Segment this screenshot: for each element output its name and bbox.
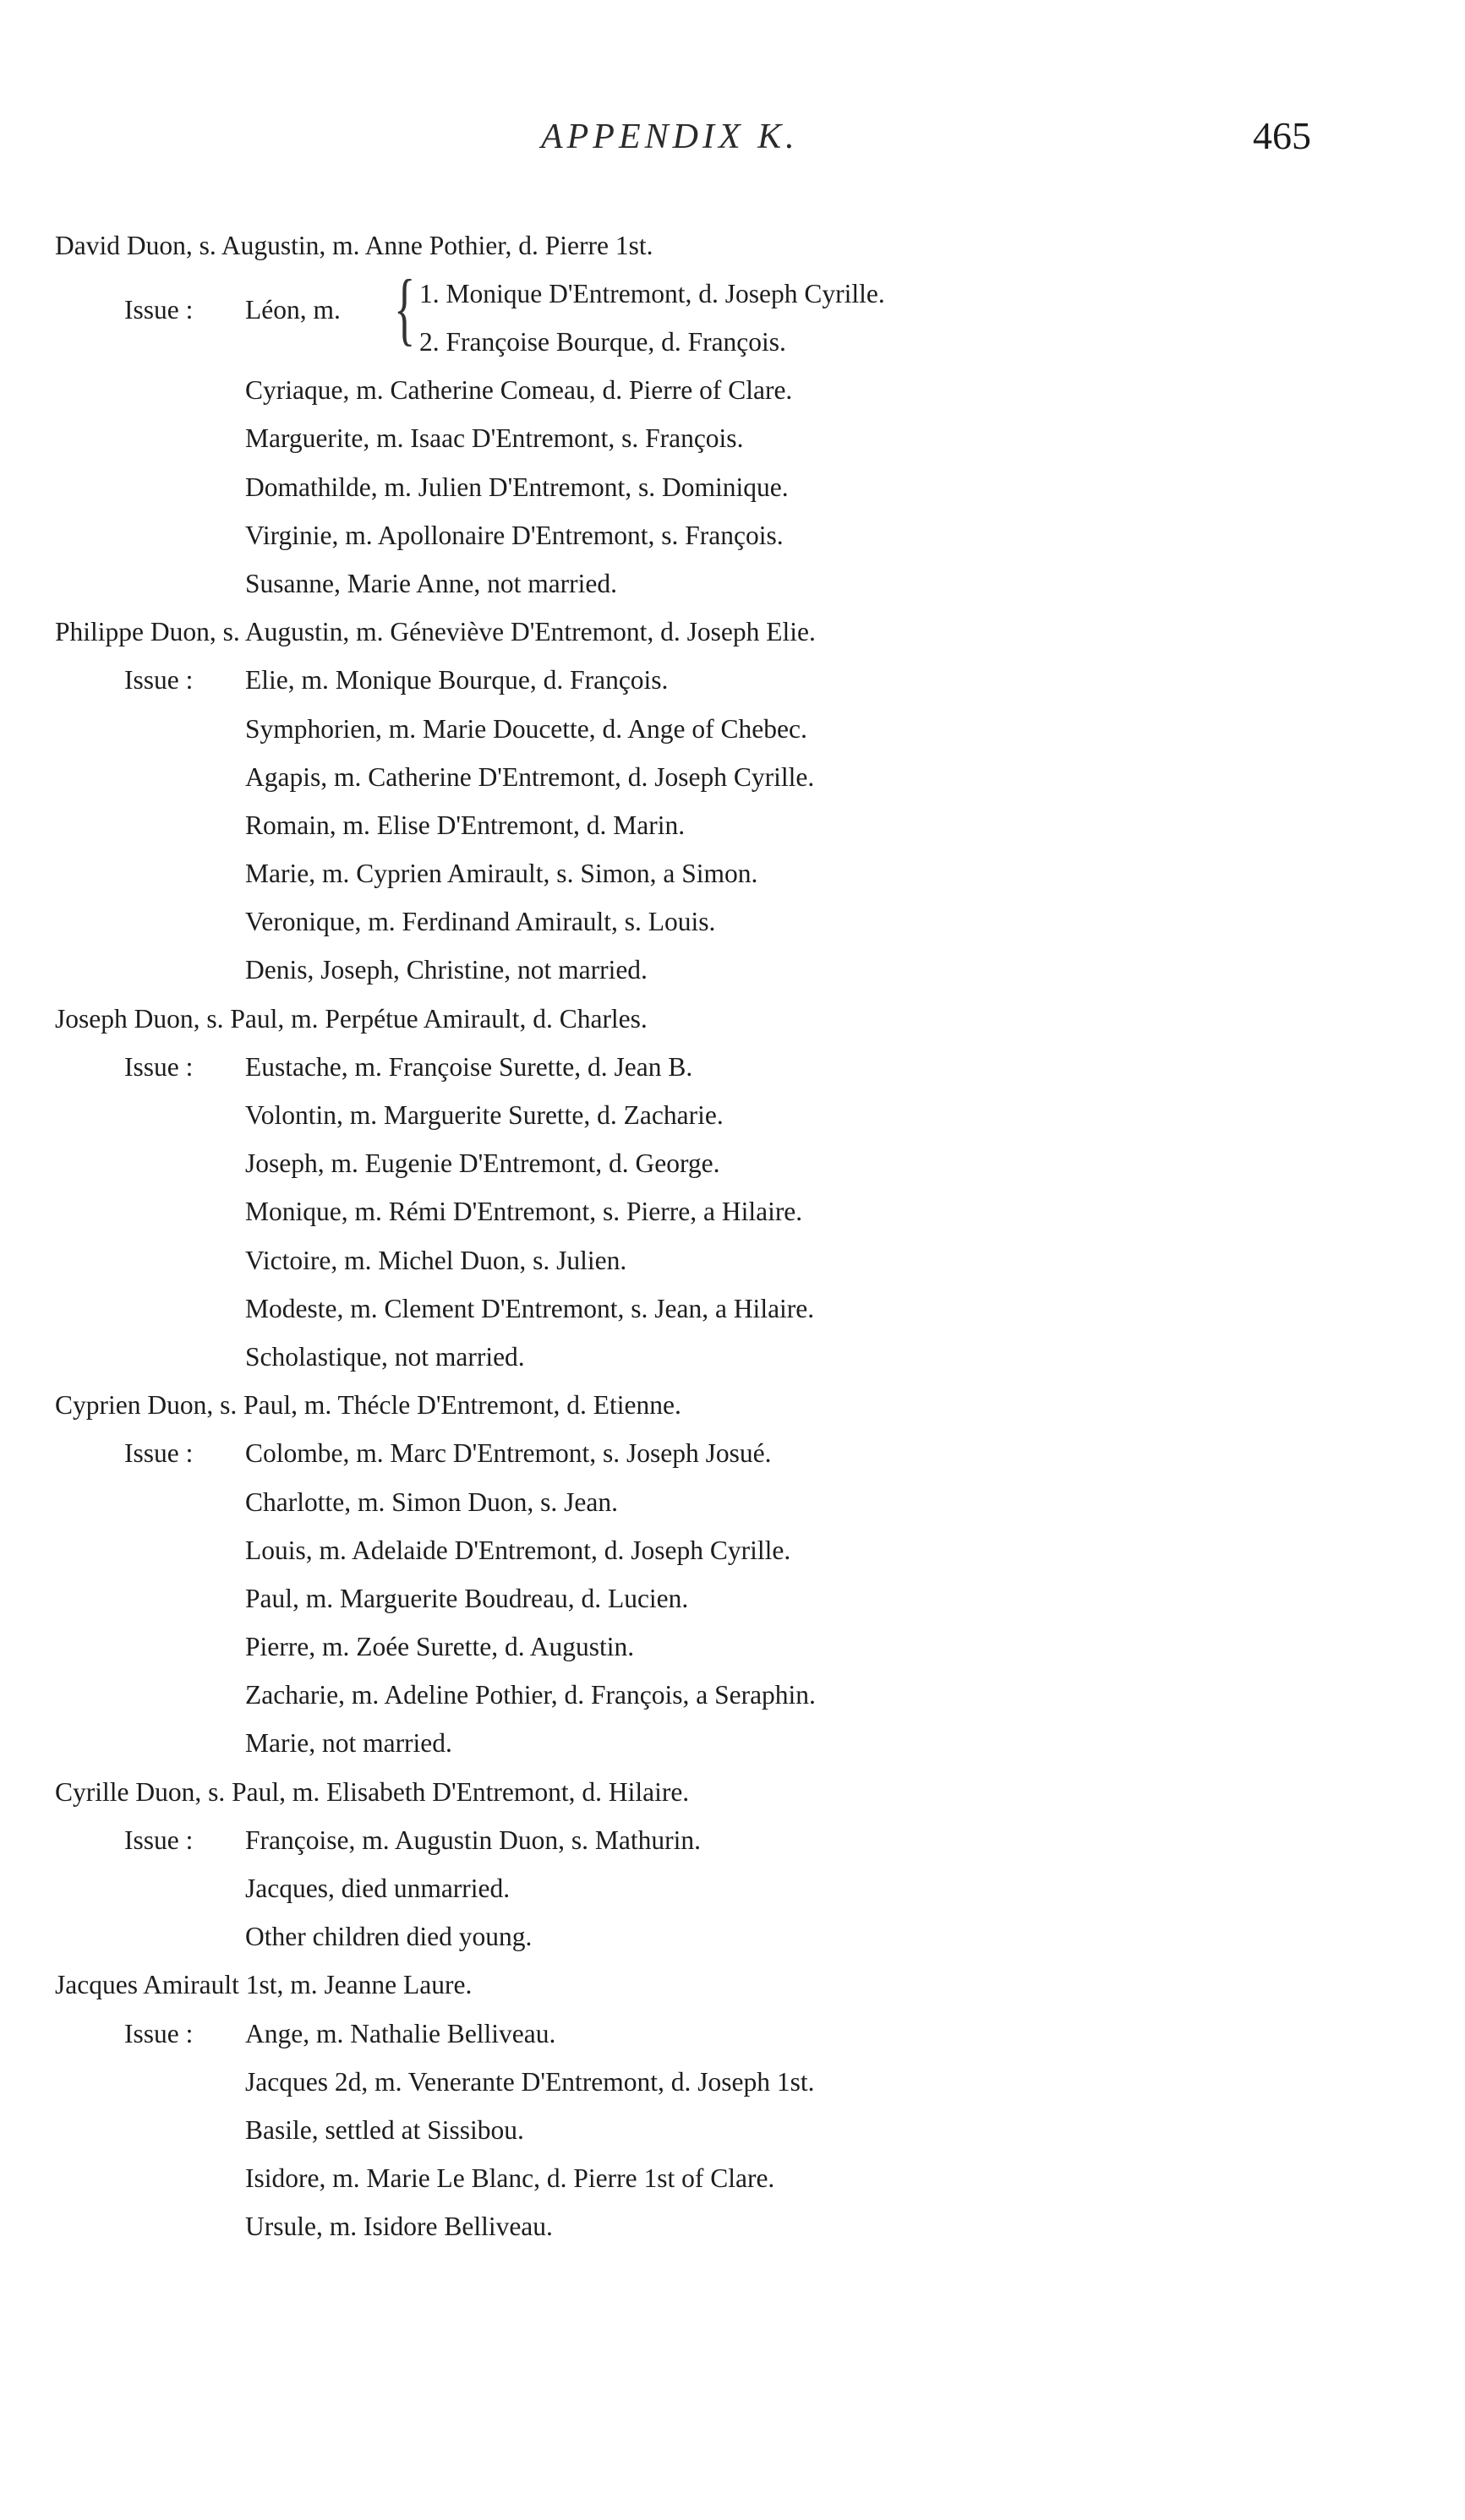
child-entry: Charlotte, m. Simon Duon, s. Jean. <box>245 1486 618 1517</box>
family-head: Cyprien Duon, s. Paul, m. Thécle D'Entremont, d. Etienne. <box>55 1390 681 1421</box>
list-item <box>0 1671 1465 1719</box>
family-entry <box>0 1768 1465 1961</box>
list-item <box>0 1429 1465 1477</box>
child-entry: Marie, m. Cyprien Amirault, s. Simon, a Simon. <box>245 859 758 889</box>
marriage-option: 2. Françoise Bourque, d. François. <box>419 327 786 357</box>
family-entry <box>0 1381 1465 1768</box>
issue-label: Issue : <box>124 665 194 695</box>
page-header <box>0 114 1465 167</box>
list-item <box>0 1139 1465 1187</box>
child-entry: Joseph, m. Eugenie D'Entremont, d. George. <box>245 1148 720 1179</box>
list-item <box>0 1912 1465 1961</box>
list-item <box>0 559 1465 608</box>
genealogy-list <box>0 221 1465 2251</box>
child-entry: Jacques, died unmarried. <box>245 1874 511 1903</box>
child-entry: Monique, m. Rémi D'Entremont, s. Pierre, a Hilaire. <box>245 1197 803 1227</box>
list-item <box>0 511 1465 559</box>
list-item <box>0 897 1465 946</box>
list-item <box>0 463 1465 511</box>
curly-brace-icon: { <box>394 263 416 354</box>
child-entry: Françoise, m. Augustin Duon, s. Mathurin. <box>245 1825 701 1855</box>
child-name: Léon, m. <box>245 295 341 325</box>
family-head: Jacques Amirault 1st, m. Jeanne Laure. <box>55 1970 473 2000</box>
child-entry: Volontin, m. Marguerite Surette, d. Zacharie. <box>245 1100 724 1130</box>
list-item <box>0 1574 1465 1623</box>
family-head: David Duon, s. Augustin, m. Anne Pothier, d. Pierre 1st. <box>55 231 653 260</box>
family-entry <box>0 221 1465 608</box>
list-item <box>0 1719 1465 1767</box>
child-entry: Basile, settled at Sissibou. <box>245 2114 524 2145</box>
child-entry: Susanne, Marie Anne, not married. <box>245 568 618 598</box>
child-entry: Zacharie, m. Adeline Pothier, d. François, a Seraphin. <box>245 1680 816 1710</box>
issue-label: Issue : <box>124 1051 194 1082</box>
list-item <box>0 1864 1465 1912</box>
list-item <box>0 2010 1465 2058</box>
child-entry: Cyriaque, m. Catherine Comeau, d. Pierre of Clare. <box>245 375 793 406</box>
issue-label: Issue : <box>124 1438 194 1469</box>
list-item <box>0 2106 1465 2154</box>
child-entry: Louis, m. Adelaide D'Entremont, d. Joseph Cyrille. <box>245 1535 791 1565</box>
list-item <box>0 946 1465 994</box>
child-entry: Symphorien, m. Marie Doucette, d. Ange of Chebec. <box>245 713 807 744</box>
list-item <box>0 2154 1465 2202</box>
child-entry: Denis, Joseph, Christine, not married. <box>245 955 648 985</box>
list-item <box>0 1526 1465 1574</box>
child-entry: Modeste, m. Clement D'Entremont, s. Jean, a Hilaire. <box>245 1293 815 1323</box>
child-entry: Domathilde, m. Julien D'Entremont, s. Dominique. <box>245 472 789 502</box>
issue-label: Issue : <box>124 295 194 325</box>
list-item <box>0 1816 1465 1864</box>
list-item <box>0 2202 1465 2250</box>
marriage-option: 1. Monique D'Entremont, d. Joseph Cyrille. <box>419 279 885 309</box>
child-entry: Virginie, m. Apollonaire D'Entremont, s. François. <box>245 520 784 550</box>
child-entry: Isidore, m. Marie Le Blanc, d. Pierre 1st of Clare. <box>245 2163 775 2194</box>
page-number: 465 <box>1253 114 1311 157</box>
child-entry: Victoire, m. Michel Duon, s. Julien. <box>245 1245 627 1275</box>
list-item <box>0 849 1465 897</box>
child-entry: Veronique, m. Ferdinand Amirault, s. Louis. <box>245 907 716 937</box>
running-head: APPENDIX K. <box>541 117 799 156</box>
child-entry: Paul, m. Marguerite Boudreau, d. Lucien. <box>245 1583 689 1613</box>
family-head: Joseph Duon, s. Paul, m. Perpétue Amirault, d. Charles. <box>55 1003 648 1034</box>
child-entry: Agapis, m. Catherine D'Entremont, d. Joseph Cyrille. <box>245 761 815 792</box>
list-item <box>0 1236 1465 1285</box>
list-item <box>0 1623 1465 1671</box>
first-child-with-marriages <box>0 263 1465 366</box>
family-entry <box>0 995 1465 1382</box>
list-item <box>0 1285 1465 1333</box>
family-entry <box>0 608 1465 995</box>
list-item <box>0 1478 1465 1526</box>
child-entry: Marie, not married. <box>245 1728 452 1759</box>
family-head: Cyrille Duon, s. Paul, m. Elisabeth D'Entremont, d. Hilaire. <box>55 1776 690 1807</box>
list-item <box>0 801 1465 849</box>
list-item <box>0 1187 1465 1235</box>
list-item <box>0 1091 1465 1139</box>
child-entry: Ange, m. Nathalie Belliveau. <box>245 2018 556 2048</box>
list-item <box>0 705 1465 753</box>
family-entry <box>0 1961 1465 2250</box>
child-entry: Colombe, m. Marc D'Entremont, s. Joseph Josué. <box>245 1438 772 1469</box>
child-entry: Scholastique, not married. <box>245 1341 525 1372</box>
issue-label: Issue : <box>124 2018 194 2048</box>
issue-label: Issue : <box>124 1825 194 1855</box>
child-entry: Pierre, m. Zoée Surette, d. Augustin. <box>245 1632 635 1662</box>
child-entry: Ursule, m. Isidore Belliveau. <box>245 2212 553 2242</box>
list-item <box>0 366 1465 414</box>
list-item <box>0 2058 1465 2106</box>
child-entry: Jacques 2d, m. Venerante D'Entremont, d. Joseph 1st. <box>245 2066 815 2097</box>
child-entry: Marguerite, m. Isaac D'Entremont, s. François. <box>245 423 744 454</box>
child-entry: Romain, m. Elise D'Entremont, d. Marin. <box>245 810 686 840</box>
list-item <box>0 1333 1465 1381</box>
list-item <box>0 414 1465 462</box>
list-item <box>0 753 1465 801</box>
child-entry: Elie, m. Monique Bourque, d. François. <box>245 665 669 695</box>
list-item <box>0 656 1465 704</box>
family-head: Philippe Duon, s. Augustin, m. Géneviève D'Entremont, d. Joseph Elie. <box>55 617 816 647</box>
child-entry: Other children died young. <box>245 1922 533 1952</box>
child-entry: Eustache, m. Françoise Surette, d. Jean B. <box>245 1051 693 1082</box>
list-item <box>0 1043 1465 1091</box>
